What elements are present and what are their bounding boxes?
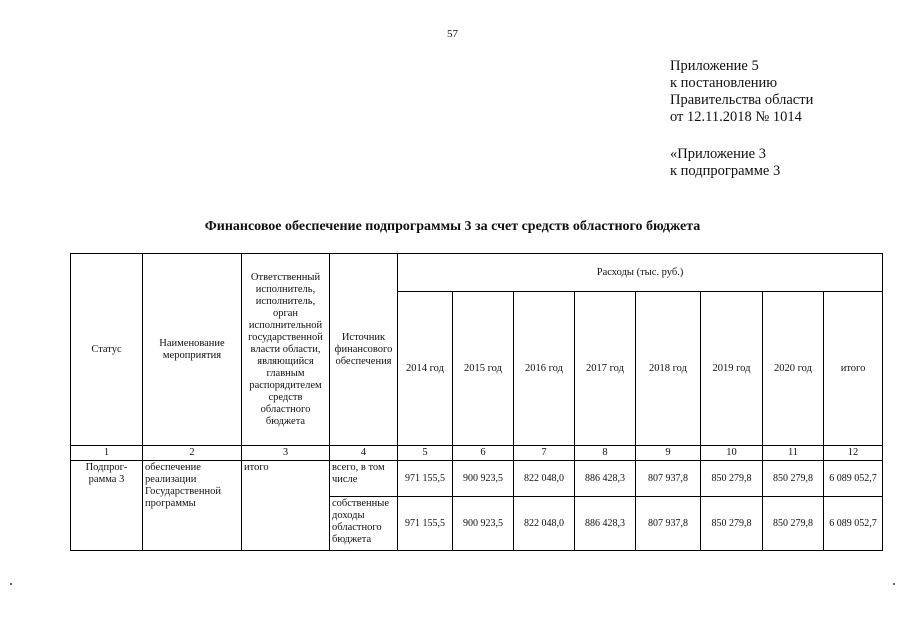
value-cell: 807 937,8 — [636, 461, 701, 497]
document-title: Финансовое обеспечение подпрограммы 3 за счет средств областного бюджета — [204, 219, 701, 234]
column-number: 4 — [330, 446, 398, 461]
column-number: 9 — [636, 446, 701, 461]
financing-table — [70, 253, 883, 551]
value-cell: 850 279,8 — [701, 461, 763, 497]
column-number: 11 — [763, 446, 824, 461]
appendix-line: к подпрограмме 3 — [670, 163, 781, 179]
value-cell: 822 048,0 — [514, 497, 575, 551]
column-number: 8 — [575, 446, 636, 461]
column-number: 1 — [71, 446, 143, 461]
header-year: 2018 год — [636, 292, 701, 446]
column-number: 3 — [242, 446, 330, 461]
value-cell: 807 937,8 — [636, 497, 701, 551]
scan-mark — [893, 583, 895, 585]
column-number: 2 — [143, 446, 242, 461]
value-cell: 971 155,5 — [398, 497, 453, 551]
total-cell: 6 089 052,7 — [824, 461, 883, 497]
value-cell: 850 279,8 — [763, 497, 824, 551]
appendix-line: «Приложение 3 — [670, 146, 766, 162]
appendix-line: Приложение 5 — [670, 58, 759, 74]
value-cell: 971 155,5 — [398, 461, 453, 497]
row-executor: итого — [242, 461, 330, 551]
row-name: обеспечение реализации Государственной программы — [143, 461, 242, 551]
value-cell: 850 279,8 — [763, 461, 824, 497]
appendix-block — [670, 58, 813, 180]
header-total: итого — [824, 292, 883, 446]
value-cell: 886 428,3 — [575, 497, 636, 551]
value-cell: 900 923,5 — [453, 497, 514, 551]
value-cell: 900 923,5 — [453, 461, 514, 497]
appendix-line: Правительства области — [670, 92, 814, 108]
header-name: Наименование мероприятия — [143, 254, 242, 446]
column-number: 6 — [453, 446, 514, 461]
header-year: 2020 год — [763, 292, 824, 446]
header-executor: Ответственный исполнитель, исполнитель, орган исполнительной государственной власти области, являющийся главным распорядителем средств областного бюджета — [242, 254, 330, 446]
column-number: 5 — [398, 446, 453, 461]
row-status: Подпрог-рамма 3 — [71, 461, 143, 551]
row-source: собственные доходы областного бюджета — [330, 497, 398, 551]
header-status: Статус — [71, 254, 143, 446]
scan-mark — [10, 583, 12, 585]
column-number: 10 — [701, 446, 763, 461]
header-year: 2014 год — [398, 292, 453, 446]
column-number: 7 — [514, 446, 575, 461]
header-expenses: Расходы (тыс. руб.) — [398, 254, 883, 292]
appendix-line: к постановлению — [670, 75, 778, 91]
header-year: 2015 год — [453, 292, 514, 446]
row-source: всего, в том числе — [330, 461, 398, 497]
header-year: 2016 год — [514, 292, 575, 446]
value-cell: 886 428,3 — [575, 461, 636, 497]
page-number: 57 — [447, 28, 458, 40]
header-year: 2019 год — [701, 292, 763, 446]
header-source: Источник финансового обеспечения — [330, 254, 398, 446]
column-number: 12 — [824, 446, 883, 461]
appendix-line: от 12.11.2018 № 1014 — [670, 109, 802, 125]
value-cell: 822 048,0 — [514, 461, 575, 497]
total-cell: 6 089 052,7 — [824, 497, 883, 551]
value-cell: 850 279,8 — [701, 497, 763, 551]
header-year: 2017 год — [575, 292, 636, 446]
